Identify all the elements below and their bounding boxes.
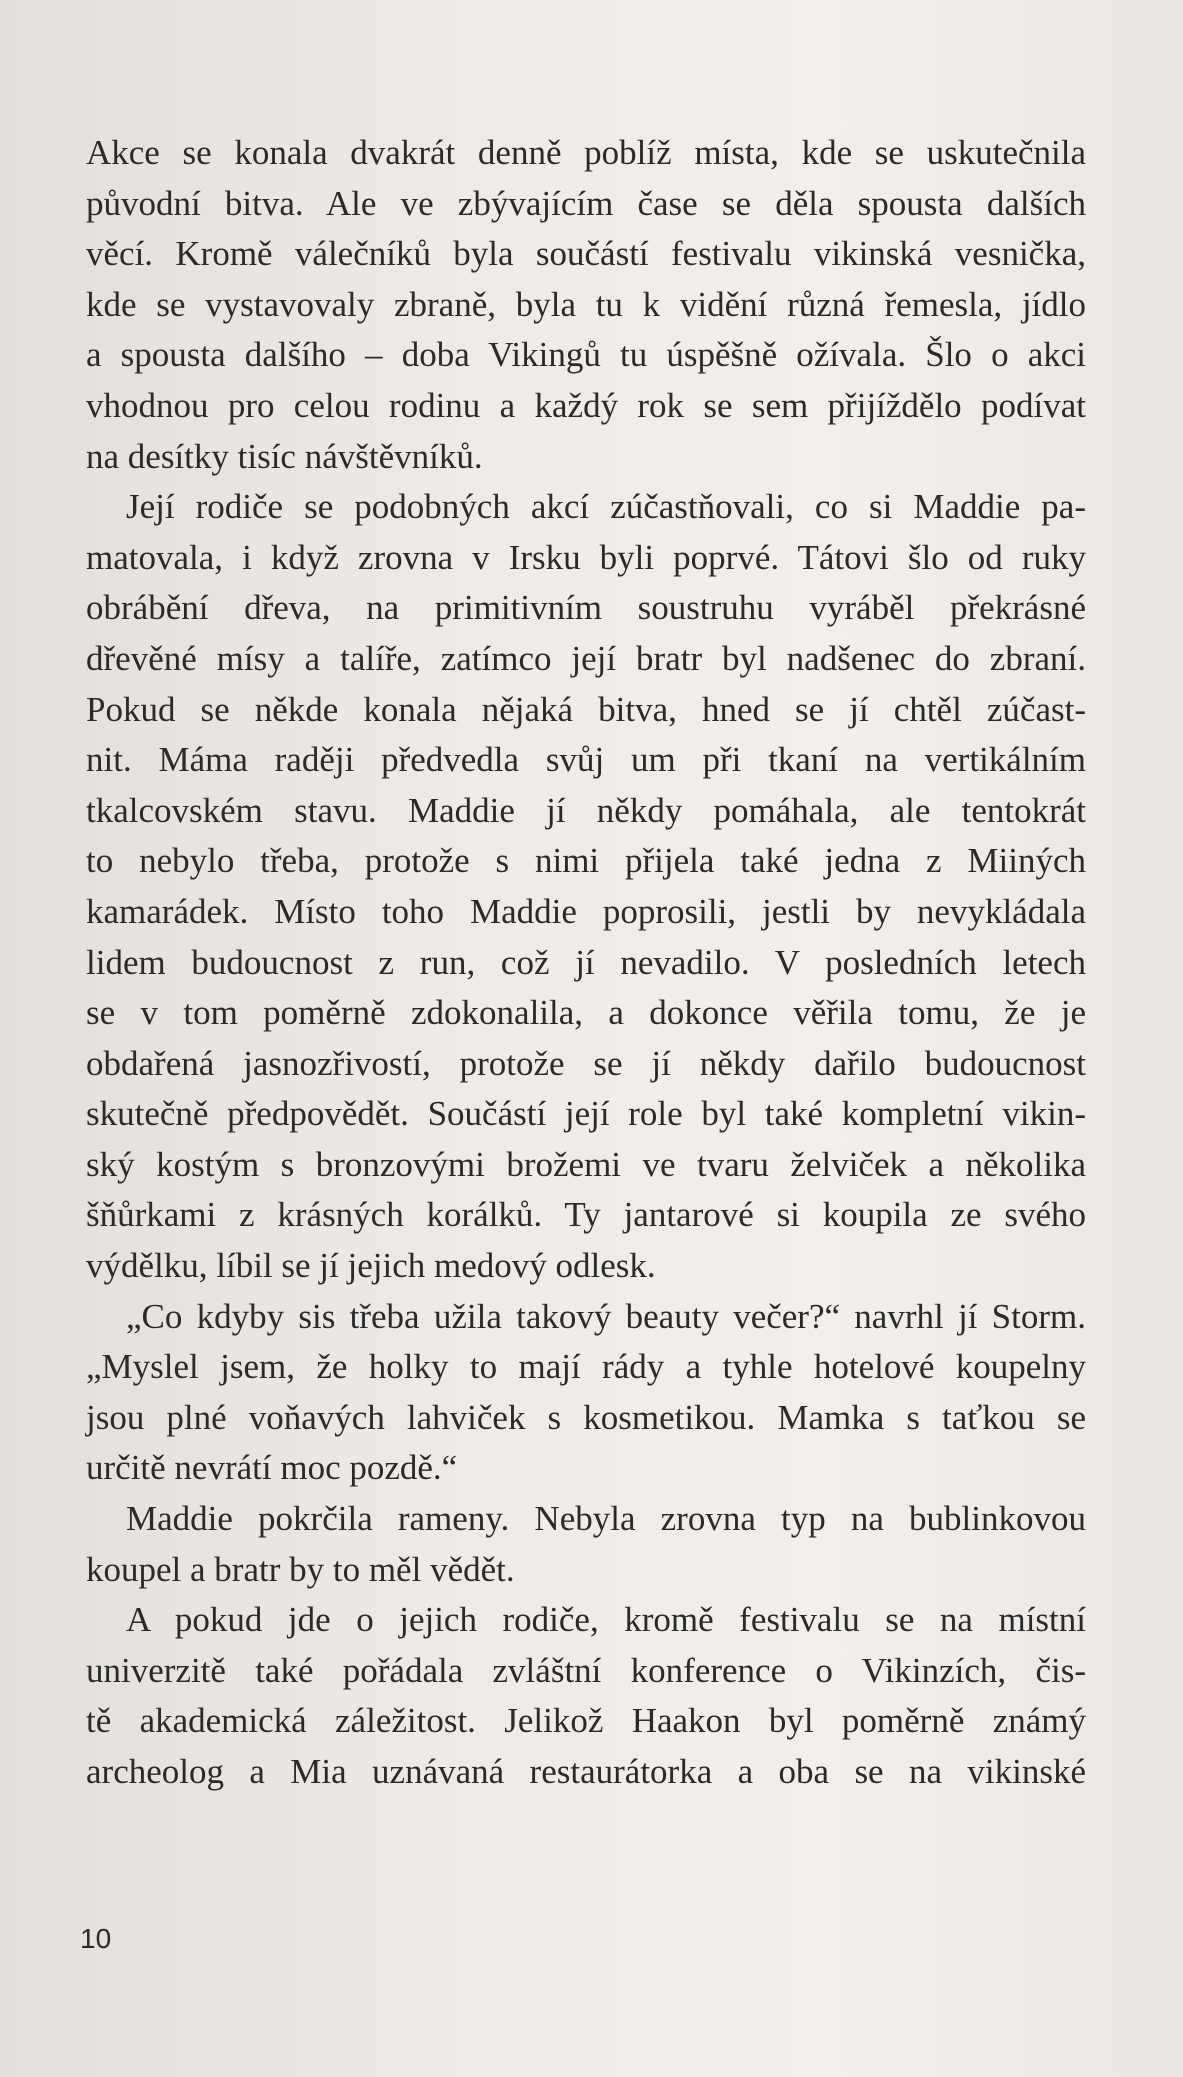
text-line: kde se vystavovaly zbraně, byla tu k vidění různá řemesla, jídlo xyxy=(86,284,1086,324)
text-line: a spousta dalšího – doba Vikingů tu úspěšně ožívala. Šlo o akci xyxy=(86,335,1086,375)
text-line: určitě nevrátí moc pozdě.“ xyxy=(86,1448,458,1488)
text-line: Maddie pokrčila rameny. Nebyla zrovna typ na bublinkovou xyxy=(126,1499,1086,1539)
text-line: nit. Máma raději předvedla svůj um při tkaní na vertikálním xyxy=(86,740,1086,780)
text-line: dřevěné mísy a talíře, zatímco její bratr byl nadšenec do zbraní. xyxy=(86,638,1086,678)
text-line: ský kostým s bronzovými brožemi ve tvaru želviček a několika xyxy=(86,1144,1086,1184)
text-line: šňůrkami z krásných korálků. Ty jantarové si koupila ze svého xyxy=(86,1195,1086,1235)
text-line: původní bitva. Ale ve zbývajícím čase se děla spousta dalších xyxy=(86,183,1086,223)
text-line: matovala, i když zrovna v Irsku byli poprvé. Tátovi šlo od ruky xyxy=(86,537,1086,577)
text-line: univerzitě také pořádala zvláštní konference o Vikinzích, čis- xyxy=(86,1650,1086,1690)
text-line: lidem budoucnost z run, což jí nevadilo. V posledních letech xyxy=(86,942,1086,982)
text-line: jsou plné voňavých lahviček s kosmetikou. Mamka s taťkou se xyxy=(86,1397,1086,1437)
body-text xyxy=(86,128,1086,1798)
text-line: „Co kdyby sis třeba užila takový beauty večer?“ navrhl jí Storm. xyxy=(126,1296,1086,1336)
text-line: koupel a bratr by to měl vědět. xyxy=(86,1549,515,1589)
text-line: vhodnou pro celou rodinu a každý rok se sem přijíždělo podívat xyxy=(86,385,1086,425)
text-line: Její rodiče se podobných akcí zúčastňovali, co si Maddie pa- xyxy=(126,487,1086,527)
text-line: tkalcovském stavu. Maddie jí někdy pomáhala, ale tentokrát xyxy=(86,790,1086,830)
text-line: archeolog a Mia uznávaná restaurátorka a oba se na vikinské xyxy=(86,1752,1086,1791)
text-line: „Myslel jsem, že holky to mají rády a tyhle hotelové koupelny xyxy=(86,1347,1086,1387)
text-line: skutečně předpovědět. Součástí její role byl také kompletní vikin- xyxy=(86,1094,1086,1134)
page-number: 10 xyxy=(80,1923,112,1954)
text-line: tě akademická záležitost. Jelikož Haakon byl poměrně známý xyxy=(86,1701,1086,1741)
text-line: Akce se konala dvakrát denně poblíž místa, kde se uskutečnila xyxy=(86,133,1086,172)
text-line: obrábění dřeva, na primitivním soustruhu vyráběl překrásné xyxy=(86,588,1086,628)
text-line: věcí. Kromě válečníků byla součástí festivalu vikinská vesnička, xyxy=(86,234,1086,274)
text-line: kamarádek. Místo toho Maddie poprosili, jestli by nevykládala xyxy=(86,891,1086,931)
text-line: na desítky tisíc návštěvníků. xyxy=(86,436,483,476)
text-line: A pokud jde o jejich rodiče, kromě festivalu se na místní xyxy=(126,1600,1086,1640)
text-line: to nebylo třeba, protože s nimi přijela také jedna z Miiných xyxy=(86,841,1086,881)
text-line: výdělku, líbil se jí jejich medový odlesk. xyxy=(86,1246,656,1286)
text-line: se v tom poměrně zdokonalila, a dokonce věřila tomu, že je xyxy=(86,993,1086,1033)
text-line: Pokud se někde konala nějaká bitva, hned se jí chtěl zúčast- xyxy=(86,689,1086,729)
text-line: obdařená jasnozřivostí, protože se jí někdy dařilo budoucnost xyxy=(86,1043,1086,1083)
